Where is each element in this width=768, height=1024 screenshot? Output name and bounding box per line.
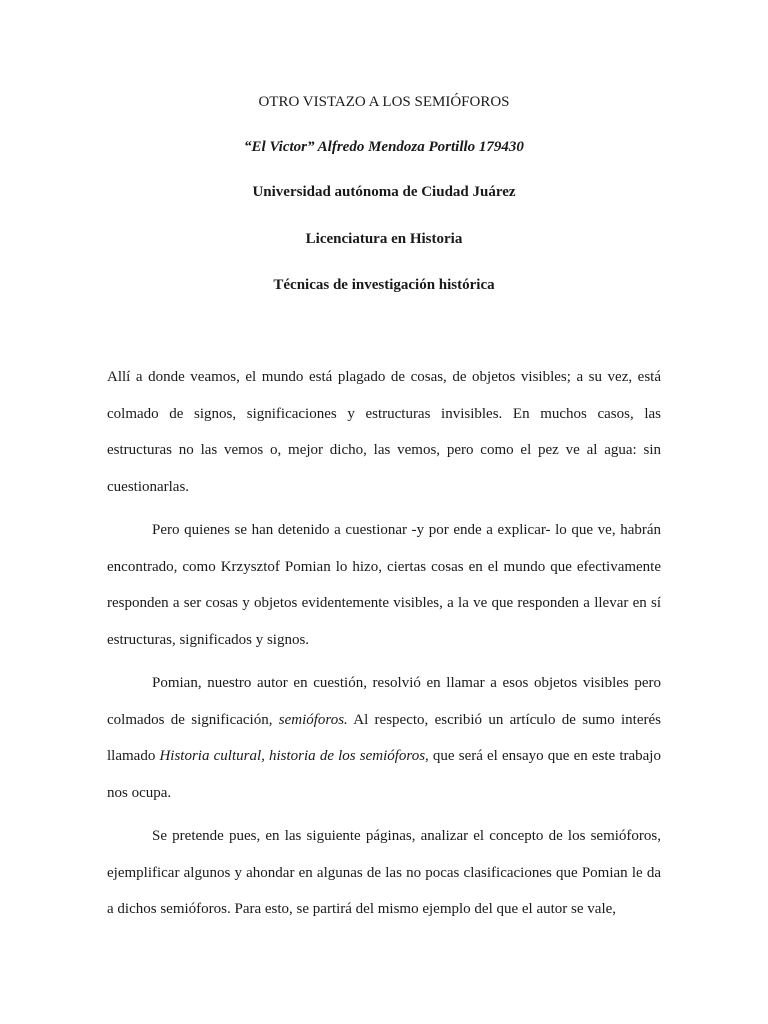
body-paragraph-1: Allí a donde veamos, el mundo está plagado de cosas, de objetos visibles; a su vez, está colmado de signos, significaciones y estructuras invisibles. En muchos casos, las estructuras no las vemos o, mejor dicho, las vemos, pero como el pez ve al agua: sin cuestionarlas. <box>107 369 661 495</box>
paragraph-3-text-a: Pomian, nuestro autor en cuestión, resolvió en llamar a esos objetos visibles pero colmados de significación, <box>107 675 661 728</box>
article-title: Historia cultural, historia de los semióforos <box>159 748 426 764</box>
body-paragraph-2: Pero quienes se han detenido a cuestionar -y por ende a explicar- lo que ve, habrán encontrado, como Krzysztof Pomian lo hizo, ciertas cosas en el mundo que efectivamente responden a ser cosas y objetos evidentemente visibles, a la ve que responden a llevar en sí estructuras, significados y signos. <box>107 522 661 648</box>
body-paragraph-3 <box>107 665 661 811</box>
degree-line: Licenciatura en Historia <box>305 231 463 247</box>
course-line: Técnicas de investigación histórica <box>273 277 495 293</box>
paragraph-3-text-c: Al respecto, escribió un artículo de sumo interés llamado <box>107 711 661 764</box>
body-paragraph-4: Se pretende pues, en las siguiente páginas, analizar el concepto de los semióforos, ejemplificar algunos y ahondar en algunas de las no pocas clasificaciones que Pomian le da a dichos semióforos. Para esto, se partirá del mismo ejemplo del que el autor se vale, <box>107 828 661 917</box>
university-line: Universidad autónoma de Ciudad Juárez <box>252 184 516 200</box>
author-line: “El Victor” Alfredo Mendoza Portillo 179430 <box>244 139 524 155</box>
term-semioforos: semióforos. <box>278 711 348 728</box>
paragraph-3-text-e: , que será el ensayo que en este trabajo nos ocupa. <box>107 748 661 801</box>
document-title: OTRO VISTAZO A LOS SEMIÓFOROS <box>258 94 510 110</box>
